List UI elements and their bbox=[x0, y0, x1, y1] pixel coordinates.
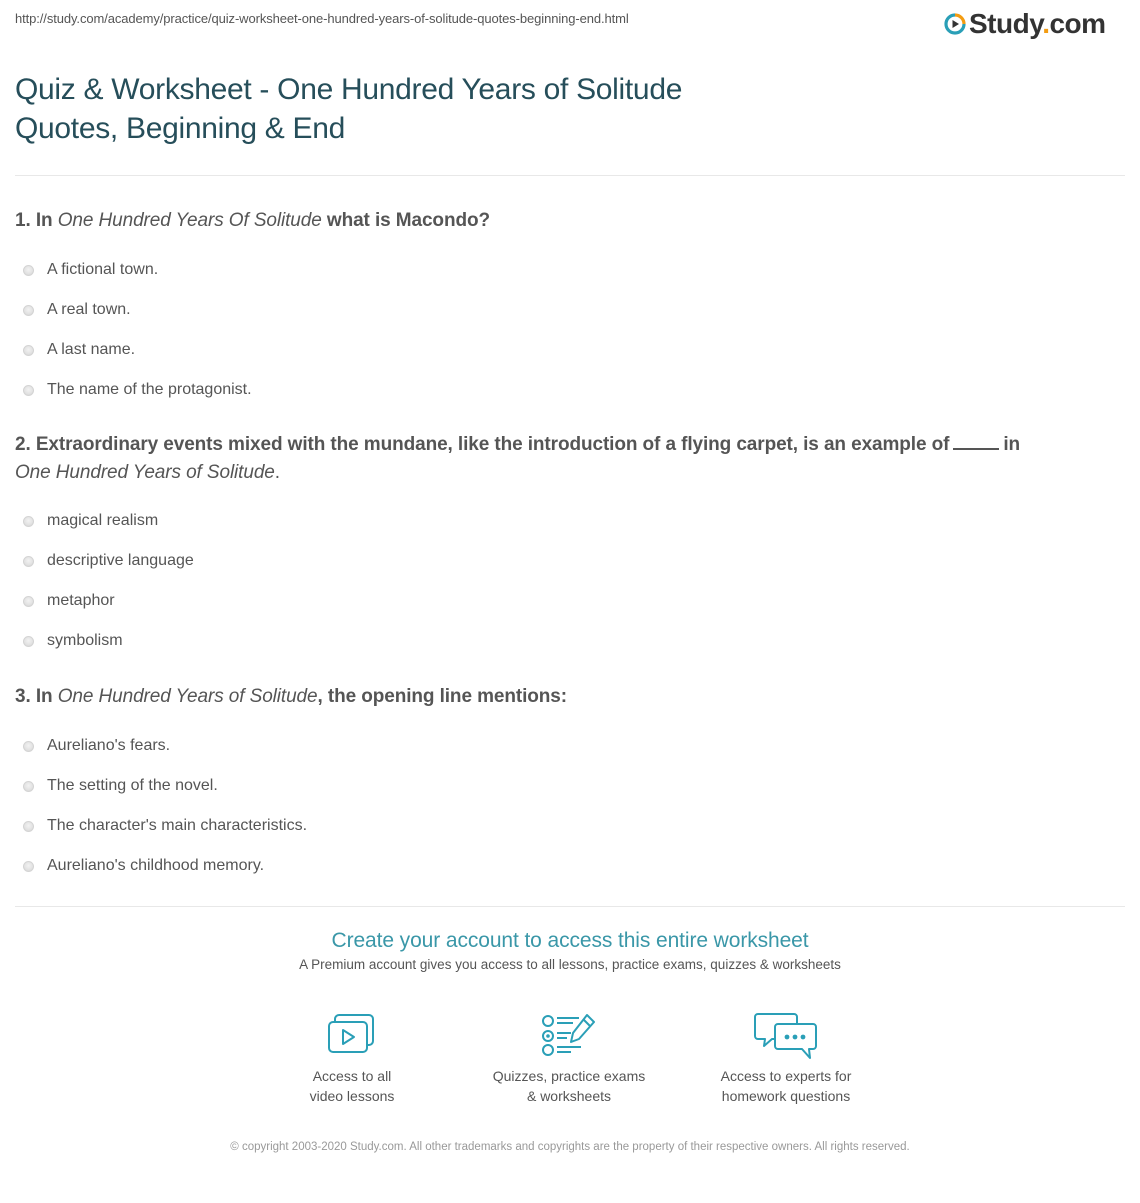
question-1 bbox=[15, 207, 1130, 410]
play-circle-logo-icon bbox=[944, 13, 966, 35]
radio-button-icon[interactable] bbox=[23, 636, 34, 647]
radio-button-icon[interactable] bbox=[23, 861, 34, 872]
radio-button-icon[interactable] bbox=[23, 781, 34, 792]
question-text: 3. In One Hundred Years of Solitude, the opening line mentions: bbox=[15, 686, 567, 707]
answer-option[interactable]: magical realism bbox=[15, 501, 1130, 541]
answer-option[interactable]: descriptive language bbox=[15, 541, 1130, 581]
question-text: 1. In One Hundred Years Of Solitude what is Macondo? bbox=[15, 210, 490, 231]
cta-subtitle: A Premium account gives you access to all lessons, practice exams, quizzes & worksheets bbox=[299, 957, 841, 972]
answer-option[interactable]: The setting of the novel. bbox=[15, 766, 1130, 806]
study-logo[interactable] bbox=[944, 9, 1106, 39]
question-2 bbox=[15, 431, 1130, 661]
divider bbox=[15, 906, 1125, 907]
answer-option[interactable]: A last name. bbox=[15, 330, 1130, 370]
quiz-checklist-icon bbox=[541, 1012, 597, 1056]
question-3 bbox=[15, 683, 1130, 886]
fill-in-blank bbox=[953, 448, 999, 450]
feature-quizzes: Quizzes, practice exams & worksheets bbox=[459, 1012, 679, 1106]
answer-option[interactable]: Aureliano's fears. bbox=[15, 726, 1130, 766]
answer-option[interactable]: The character's main characteristics. bbox=[15, 806, 1130, 846]
answer-option[interactable]: Aureliano's childhood memory. bbox=[15, 846, 1130, 886]
copyright-footer: © copyright 2003-2020 Study.com. All other trademarks and copyrights are the property of their respective owners. All rights reserved. bbox=[230, 1141, 910, 1153]
feature-video-lessons: Access to all video lessons bbox=[242, 1012, 462, 1106]
answer-option[interactable]: symbolism bbox=[15, 621, 1130, 661]
answer-option[interactable]: A real town. bbox=[15, 290, 1130, 330]
cta-title-link[interactable]: Create your account to access this entire worksheet bbox=[331, 929, 809, 952]
answer-option[interactable]: metaphor bbox=[15, 581, 1130, 621]
radio-button-icon[interactable] bbox=[23, 741, 34, 752]
answer-option[interactable]: The name of the protagonist. bbox=[15, 370, 1130, 410]
answer-option[interactable]: A fictional town. bbox=[15, 250, 1130, 290]
radio-button-icon[interactable] bbox=[23, 516, 34, 527]
divider bbox=[15, 175, 1125, 176]
radio-button-icon[interactable] bbox=[23, 821, 34, 832]
radio-button-icon[interactable] bbox=[23, 596, 34, 607]
logo-wordmark: Study.com bbox=[969, 8, 1106, 39]
question-text: 2. Extraordinary events mixed with the mundane, like the introduction of a flying carpet, is an example of in One Hundred Years of Solitude. bbox=[15, 434, 1021, 483]
radio-button-icon[interactable] bbox=[23, 265, 34, 276]
signup-cta bbox=[0, 929, 1140, 972]
video-lessons-icon bbox=[326, 1012, 378, 1056]
radio-button-icon[interactable] bbox=[23, 305, 34, 316]
feature-experts: Access to experts for homework questions bbox=[676, 1012, 896, 1106]
radio-button-icon[interactable] bbox=[23, 345, 34, 356]
radio-button-icon[interactable] bbox=[23, 385, 34, 396]
page-url: http://study.com/academy/practice/quiz-worksheet-one-hundred-years-of-solitude-quotes-beginning-end.html bbox=[15, 11, 629, 26]
radio-button-icon[interactable] bbox=[23, 556, 34, 567]
page-title: Quiz & Worksheet - One Hundred Years of Solitude Quotes, Beginning & End bbox=[15, 73, 683, 145]
chat-bubbles-icon bbox=[754, 1012, 818, 1062]
